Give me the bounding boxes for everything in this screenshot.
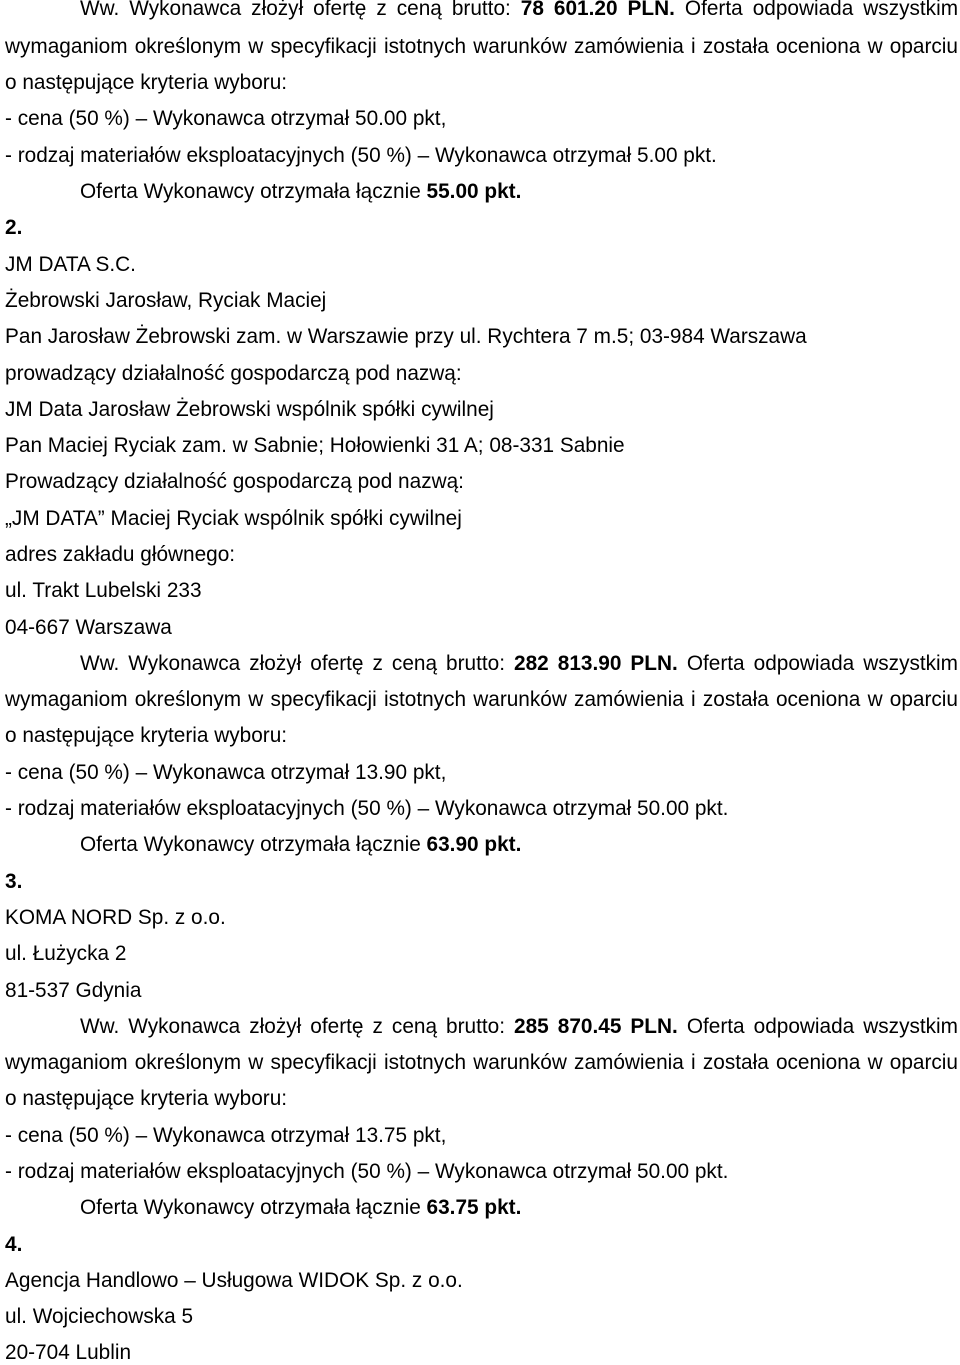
total-score: 63.75 pkt.: [426, 1196, 522, 1220]
offer-price-line: [5, 0, 958, 18]
requirements-line: wymaganiom określonym w specyfikacji istotnych warunków zamówienia i została oceniona w oparciu: [5, 688, 958, 712]
total-score-line: [5, 1190, 958, 1226]
total-prefix: Oferta Wykonawcy otrzymała łącznie: [80, 833, 421, 857]
total-score: 55.00 pkt.: [426, 180, 522, 204]
offer-price-line: [5, 646, 958, 682]
contractor-postal-city: 04-667 Warszawa: [5, 615, 172, 639]
contractor-line: prowadzący działalność gospodarczą pod nazwą:: [5, 361, 462, 385]
contractor-line: adres zakładu głównego:: [5, 543, 236, 566]
criterion-materials: - rodzaj materiałów eksploatacyjnych (50 %) – Wykonawca otrzymał 50.00 pkt.: [5, 797, 729, 821]
price-suffix: Oferta odpowiada wszystkim: [686, 1014, 958, 1038]
document-page: [5, 0, 958, 1364]
criterion-materials: - rodzaj materiałów eksploatacyjnych (50 %) – Wykonawca otrzymał 5.00 pkt.: [5, 143, 717, 167]
contractor-line: Pan Jarosław Żebrowski zam. w Warszawie przy ul. Rychtera 7 m.5; 03-984 Warszawa: [5, 325, 807, 349]
entry-number-row: [5, 864, 958, 900]
contractor-line: Prowadzący działalność gospodarczą pod nazwą:: [5, 470, 464, 494]
price-suffix: Oferta odpowiada wszystkim: [684, 0, 959, 20]
requirements-line: wymaganiom określonym w specyfikacji istotnych warunków zamówienia i została oceniona w oparciu: [5, 34, 958, 58]
criteria-intro: o następujące kryteria wyboru:: [5, 71, 288, 95]
contractor-name: Agencja Handlowo – Usługowa WIDOK Sp. z o.o.: [5, 1268, 463, 1292]
contractor-address: ul. Wojciechowska 5: [5, 1305, 194, 1329]
price-prefix: Ww. Wykonawca złożył ofertę z ceną brutto:: [80, 651, 506, 675]
entry-number-row: [5, 1227, 958, 1263]
total-score-line: [5, 827, 958, 863]
criterion-materials: - rodzaj materiałów eksploatacyjnych (50 %) – Wykonawca otrzymał 50.00 pkt.: [5, 1160, 729, 1184]
offer-price-line: [5, 1009, 958, 1045]
price-prefix: Ww. Wykonawca złożył ofertę z ceną brutto:: [80, 1014, 506, 1038]
contractor-line: Żebrowski Jarosław, Ryciak Maciej: [5, 288, 327, 312]
contractor-line: „JM DATA” Maciej Ryciak wspólnik spółki cywilnej: [5, 506, 462, 530]
contractor-name: KOMA NORD Sp. z o.o.: [5, 905, 226, 929]
contractor-address: ul. Łużycka 2: [5, 942, 127, 966]
price-suffix: Oferta odpowiada wszystkim: [686, 651, 958, 675]
offer-price: 285 870.45 PLN.: [514, 1014, 678, 1038]
total-score-line: [5, 174, 958, 210]
criterion-price: - cena (50 %) – Wykonawca otrzymał 13.90 pkt,: [5, 760, 447, 784]
criterion-price: - cena (50 %) – Wykonawca otrzymał 50.00 pkt,: [5, 107, 447, 131]
contractor-line: JM Data Jarosław Żebrowski wspólnik spółki cywilnej: [5, 397, 494, 421]
entry-number: 3.: [5, 869, 23, 893]
contractor-postal-city: 20-704 Lublin: [5, 1341, 132, 1365]
contractor-address: ul. Trakt Lubelski 233: [5, 579, 202, 603]
offer-price: 282 813.90 PLN.: [514, 651, 678, 675]
total-prefix: Oferta Wykonawcy otrzymała łącznie: [80, 1196, 421, 1220]
criterion-price: - cena (50 %) – Wykonawca otrzymał 13.75 pkt,: [5, 1123, 447, 1147]
criteria-intro: o następujące kryteria wyboru:: [5, 1087, 288, 1111]
requirements-line: wymaganiom określonym w specyfikacji istotnych warunków zamówienia i została oceniona w oparciu: [5, 1051, 958, 1075]
entry-number: 4.: [5, 1232, 23, 1256]
criteria-intro: o następujące kryteria wyboru:: [5, 724, 288, 748]
contractor-postal-city: 81-537 Gdynia: [5, 978, 142, 1002]
total-score: 63.90 pkt.: [426, 833, 522, 857]
entry-number: 2.: [5, 216, 23, 240]
total-prefix: Oferta Wykonawcy otrzymała łącznie: [80, 180, 421, 204]
contractor-name: JM DATA S.C.: [5, 252, 136, 276]
entry-number-row: [5, 210, 958, 246]
offer-price: 78 601.20 PLN.: [520, 0, 675, 20]
contractor-line: Pan Maciej Ryciak zam. w Sabnie; Hołowienki 31 A; 08-331 Sabnie: [5, 434, 625, 458]
price-prefix: Ww. Wykonawca złożył ofertę z ceną brutto:: [80, 0, 511, 20]
